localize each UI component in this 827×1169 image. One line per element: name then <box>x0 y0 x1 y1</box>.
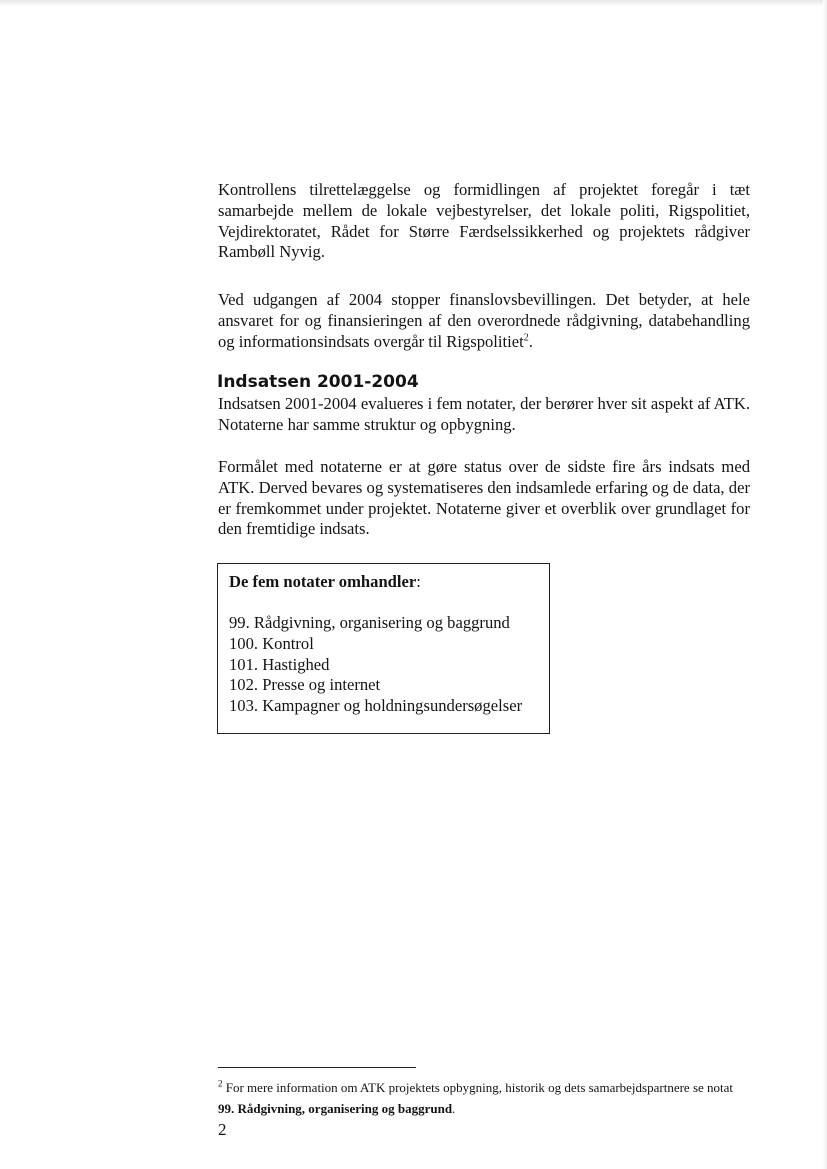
footnote-divider <box>218 1067 416 1068</box>
notes-list-item: 102. Presse og internet <box>229 675 381 695</box>
paragraph-funding-end: . <box>528 331 533 351</box>
footnote-text: For mere information om ATK projektets opbygning, historik og dets samarbejdspartnere se notat <box>222 1080 734 1095</box>
section-heading: Indsatsen 2001-2004 <box>217 372 419 392</box>
paragraph-cooperation: Kontrollens tilrettelæggelse og formidlingen af projektet foregår i tæt samarbejde mellem de lokale vejbestyrelser, det lokale politi, Rigspolitiet, Vejdirektoratet, Rådet for Større Færdselssikkerhed og projektets rådgiver Rambøll Nyvig. <box>218 180 750 262</box>
notes-box-title-colon: : <box>416 572 421 591</box>
scan-edge-top <box>0 0 827 6</box>
notes-box-title <box>229 572 421 592</box>
notes-list-item: 103. Kampagner og holdningsundersøgelser <box>229 696 523 716</box>
footnote <box>218 1077 750 1119</box>
scan-edge-right <box>823 0 827 1169</box>
paragraph-funding <box>218 290 750 352</box>
paragraph-purpose: Formålet med notaterne er at gøre status over de sidste fire års indsats med ATK. Derved bevares og systematiseres den indsamlede erfaring og de data, der er fremkommet under projektet. Notaterne giver et overblik over grundlaget for den fremtidige indsats. <box>218 457 750 539</box>
notes-box <box>217 563 550 734</box>
footnote-end: . <box>452 1101 456 1116</box>
footnote-marker: 2 <box>218 1078 223 1089</box>
notes-list-item: 99. Rådgivning, organisering og baggrund <box>229 613 510 632</box>
page-number: 2 <box>218 1120 227 1139</box>
footnote-reference[interactable]: 2 <box>523 332 529 344</box>
paragraph-evaluation: Indsatsen 2001-2004 evalueres i fem notater, der berører hver sit aspekt af ATK. Notaterne har samme struktur og opbygning. <box>218 394 750 434</box>
notes-list-item: 101. Hastighed <box>229 654 330 674</box>
footnote-bold-reference: 99. Rådgivning, organisering og baggrund <box>218 1101 453 1116</box>
notes-box-title-text: De fem notater omhandler <box>229 572 417 591</box>
notes-list <box>229 613 522 717</box>
paragraph-funding-text: Ved udgangen af 2004 stopper finanslovsbevillingen. Det betyder, at hele ansvaret for og finansieringen af den overordnede rådgivning, databehandling og informationsindsats overgår til Rigspolitiet <box>218 290 750 351</box>
notes-list-item: 100. Kontrol <box>229 633 314 653</box>
